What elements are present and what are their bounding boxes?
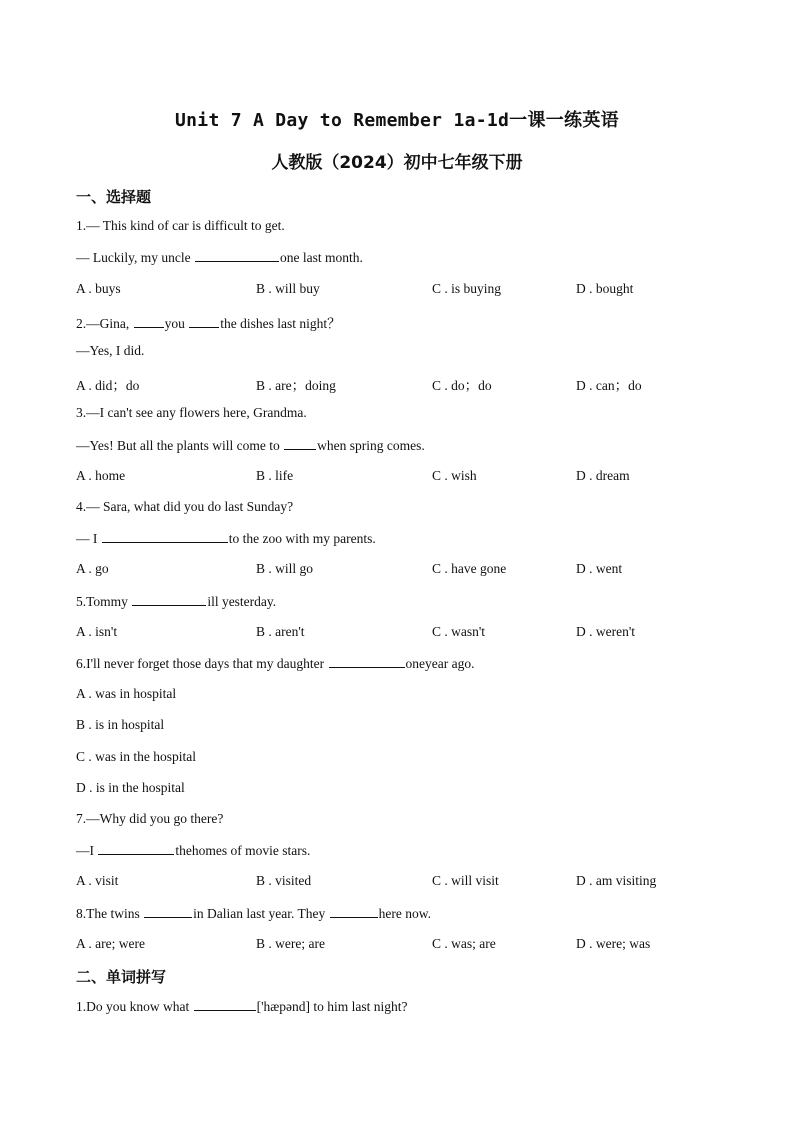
option-b[interactable]: B . will buy: [256, 281, 320, 296]
page-subtitle: 人教版（2024）初中七年级下册: [271, 153, 523, 173]
question-5-line-1: [76, 593, 276, 610]
spelling-question-1: [76, 998, 408, 1015]
title-english: Unit 7 A Day to Remember 1a-1d: [175, 110, 510, 131]
question-2-options: [76, 374, 736, 392]
option-c[interactable]: C . was; are: [432, 936, 496, 951]
question-3-line-2: [76, 437, 425, 454]
question-1-line-2: [76, 249, 363, 266]
question-text: — Luckily, my uncle: [76, 250, 194, 265]
page-title: [0, 106, 794, 132]
question-text: 8.The twins: [76, 906, 144, 921]
question-text: 2.—Gina,: [76, 316, 133, 331]
answer-blank[interactable]: [194, 998, 256, 1011]
answer-blank[interactable]: [329, 655, 405, 668]
question-6-option-b[interactable]: B . is in hospital: [76, 717, 165, 732]
question-2-line-1: [76, 312, 341, 332]
question-7-line-2: [76, 842, 310, 859]
option-d[interactable]: D . weren't: [576, 624, 636, 639]
option-d[interactable]: D . went: [576, 561, 623, 576]
question-text: ['hæpənd] to him last night?: [256, 999, 408, 1014]
option-d[interactable]: D . were; was: [576, 936, 651, 951]
option-a[interactable]: A . are; were: [76, 936, 145, 951]
question-3-line-1: 3.—I can't see any flowers here, Grandma.: [76, 405, 307, 420]
answer-blank[interactable]: [144, 905, 192, 918]
option-b[interactable]: B . were; are: [256, 936, 325, 951]
question-text: —I: [76, 843, 98, 858]
question-text: when spring comes.: [317, 438, 425, 453]
answer-blank[interactable]: [98, 842, 174, 855]
option-b[interactable]: B . life: [256, 468, 294, 483]
option-a[interactable]: A . did；do: [76, 378, 140, 393]
option-a[interactable]: A . go: [76, 561, 109, 576]
question-3-options: [76, 468, 736, 486]
option-c[interactable]: C . have gone: [432, 561, 507, 576]
question-text: — I: [76, 531, 101, 546]
question-4-line-2: [76, 530, 376, 547]
question-text: 6.I'll never forget those days that my daughter: [76, 656, 328, 671]
answer-blank[interactable]: [134, 315, 164, 328]
option-d[interactable]: D . am visiting: [576, 873, 657, 888]
question-2-line-2: —Yes, I did.: [76, 343, 145, 358]
question-text: ill yesterday.: [207, 594, 277, 609]
answer-blank[interactable]: [189, 315, 219, 328]
question-4-line-1: 4.— Sara, what did you do last Sunday?: [76, 499, 294, 514]
question-text: 1.Do you know what: [76, 999, 193, 1014]
option-a[interactable]: A . home: [76, 468, 126, 483]
question-text: to the zoo with my parents.: [228, 531, 376, 546]
question-4-options: [76, 561, 736, 579]
option-c[interactable]: C . wish: [432, 468, 477, 483]
answer-blank[interactable]: [330, 905, 378, 918]
option-c[interactable]: C . do；do: [432, 378, 492, 393]
option-d[interactable]: D . can；do: [576, 378, 642, 393]
question-text: in Dalian last year. They: [193, 906, 329, 921]
option-a[interactable]: A . isn't: [76, 624, 118, 639]
answer-blank[interactable]: [102, 530, 228, 543]
question-5-options: [76, 624, 736, 642]
option-d[interactable]: D . dream: [576, 468, 630, 483]
question-1-options: [76, 281, 736, 299]
question-7-line-1: 7.—Why did you go there?: [76, 811, 224, 826]
question-6-option-a[interactable]: A . was in hospital: [76, 686, 177, 701]
question-text: here now.: [378, 906, 431, 921]
question-8-options: [76, 936, 736, 954]
option-b[interactable]: B . will go: [256, 561, 314, 576]
question-text: one last month.: [279, 250, 363, 265]
option-b[interactable]: B . are；doing: [256, 378, 336, 393]
option-b[interactable]: B . visited: [256, 873, 312, 888]
question-8-line-1: [76, 905, 431, 922]
question-6-line-1: [76, 655, 474, 672]
section-heading-spelling: 二、单词拼写: [76, 968, 167, 986]
question-text: —Yes! But all the plants will come to: [76, 438, 284, 453]
question-text: you: [164, 316, 189, 331]
question-1-line-1: 1.— This kind of car is difficult to get.: [76, 218, 285, 233]
section-heading-choice: 一、选择题: [76, 188, 152, 206]
question-6-option-d[interactable]: D . is in the hospital: [76, 780, 185, 795]
option-c[interactable]: C . will visit: [432, 873, 499, 888]
option-b[interactable]: B . aren't: [256, 624, 305, 639]
option-c[interactable]: C . wasn't: [432, 624, 486, 639]
question-6-option-c[interactable]: C . was in the hospital: [76, 749, 196, 764]
option-a[interactable]: A . visit: [76, 873, 119, 888]
answer-blank[interactable]: [195, 249, 279, 262]
question-7-options: [76, 873, 736, 891]
question-text: 5.Tommy: [76, 594, 132, 609]
option-d[interactable]: D . bought: [576, 281, 634, 296]
option-c[interactable]: C . is buying: [432, 281, 502, 296]
question-text: the dishes last night？: [220, 316, 341, 331]
answer-blank[interactable]: [132, 593, 206, 606]
option-a[interactable]: A . buys: [76, 281, 121, 296]
title-chinese: 一课一练英语: [509, 110, 619, 130]
question-text: oneyear ago.: [405, 656, 475, 671]
question-text: thehomes of movie stars.: [175, 843, 311, 858]
answer-blank[interactable]: [284, 437, 316, 450]
